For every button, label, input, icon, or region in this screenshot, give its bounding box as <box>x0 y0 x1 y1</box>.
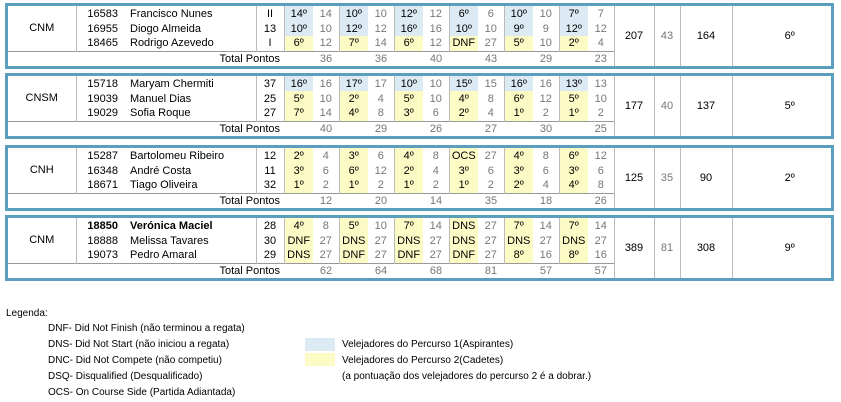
race-points: 12 <box>588 21 614 36</box>
total-spacer <box>284 51 313 66</box>
race-result: 7º <box>284 106 313 121</box>
race-result: 6º <box>284 36 313 51</box>
sailor-name: Verónica Maciel <box>126 218 256 233</box>
legend-item-dnc: DNC- Did Not Compete (não competiu) <box>48 355 222 366</box>
race-result: DNS <box>449 218 478 233</box>
race-points: 6 <box>313 163 339 178</box>
total-spacer <box>559 51 588 66</box>
race-points: 14 <box>588 218 614 233</box>
race-points: 10 <box>423 76 449 91</box>
race-total: 64 <box>368 263 394 278</box>
race-result: 6º <box>339 163 368 178</box>
race-points: 10 <box>533 36 559 51</box>
course1-label: Velejadores do Percurso 1(Aspirantes) <box>342 339 514 350</box>
total-label: Total Pontos <box>8 51 284 66</box>
total-sum: 125 <box>614 148 654 208</box>
race-result: DNF <box>284 233 313 248</box>
race-result: DNF <box>449 36 478 51</box>
team-rank: 5º <box>784 100 795 112</box>
race-points: 14 <box>423 218 449 233</box>
race-result: 4º <box>504 148 533 163</box>
race-points: 14 <box>533 218 559 233</box>
team-results-table <box>8 6 841 66</box>
sail-number: 19029 <box>87 107 118 120</box>
race-points: 10 <box>423 91 449 106</box>
sailor-class: 13 <box>256 21 284 36</box>
race-result: 2º <box>504 178 533 193</box>
race-points: 12 <box>533 91 559 106</box>
race-points: 10 <box>313 91 339 106</box>
team-block <box>5 3 834 69</box>
race-result: 5º <box>339 218 368 233</box>
sailor-class: 37 <box>256 76 284 91</box>
race-total: 40 <box>313 121 339 136</box>
sailor-name: André Costa <box>126 163 256 178</box>
total-spacer <box>559 193 588 208</box>
race-points: 10 <box>478 21 504 36</box>
race-points: 12 <box>368 163 394 178</box>
total-spacer <box>339 121 368 136</box>
race-points: 27 <box>478 36 504 51</box>
sailor-name: Bartolomeu Ribeiro <box>126 148 256 163</box>
race-points: 6 <box>478 6 504 21</box>
sailor-class: II <box>256 6 284 21</box>
race-points: 27 <box>368 233 394 248</box>
sailor-class: 11 <box>256 163 284 178</box>
race-points: 27 <box>368 248 394 263</box>
race-result: DNF <box>449 248 478 263</box>
race-result: 2º <box>559 36 588 51</box>
club-name: CNH <box>8 148 76 193</box>
race-points: 27 <box>423 248 449 263</box>
race-points: 8 <box>533 148 559 163</box>
team-results-table <box>8 148 841 208</box>
race-total: 57 <box>588 263 614 278</box>
discard-points: 40 <box>654 76 680 136</box>
total-spacer <box>394 263 423 278</box>
race-points: 4 <box>313 148 339 163</box>
race-result: DNS <box>559 233 588 248</box>
total-spacer <box>284 121 313 136</box>
race-result: 3º <box>339 148 368 163</box>
race-total: 35 <box>478 193 504 208</box>
race-points: 8 <box>368 106 394 121</box>
race-result: 5º <box>559 91 588 106</box>
sail-number: 19073 <box>87 249 118 262</box>
total-sum: 207 <box>614 6 654 66</box>
race-points: 8 <box>423 148 449 163</box>
race-points: 4 <box>423 163 449 178</box>
sailor-row <box>8 76 841 91</box>
race-points: 10 <box>588 91 614 106</box>
discard-points: 35 <box>654 148 680 208</box>
race-total: 62 <box>313 263 339 278</box>
race-points: 2 <box>423 178 449 193</box>
race-points: 12 <box>423 6 449 21</box>
sailor-class: 25 <box>256 91 284 106</box>
race-result: 9º <box>504 21 533 36</box>
sailor-row <box>8 6 841 21</box>
race-points: 10 <box>368 6 394 21</box>
race-result: 16º <box>284 76 313 91</box>
race-result: DNS <box>504 233 533 248</box>
club-name: CNM <box>8 6 76 51</box>
race-result: 3º <box>559 163 588 178</box>
race-points: 4 <box>368 91 394 106</box>
race-result: 10º <box>394 76 423 91</box>
race-points: 14 <box>368 36 394 51</box>
total-spacer <box>449 121 478 136</box>
legend-title: Legenda: <box>6 308 48 319</box>
team-results-table <box>8 218 841 278</box>
race-result: 3º <box>449 163 478 178</box>
race-total: 29 <box>368 121 394 136</box>
race-points: 14 <box>313 106 339 121</box>
race-total: 68 <box>423 263 449 278</box>
sailor-class: 30 <box>256 233 284 248</box>
total-spacer <box>504 51 533 66</box>
race-points: 4 <box>588 36 614 51</box>
race-total: 81 <box>478 263 504 278</box>
race-result: 7º <box>504 218 533 233</box>
sail-number: 15287 <box>87 149 118 162</box>
race-result: DNS <box>284 248 313 263</box>
sailor-name: Sofia Roque <box>126 106 256 121</box>
sailor-row <box>8 148 841 163</box>
race-points: 16 <box>533 248 559 263</box>
sail-number: 18465 <box>87 37 118 50</box>
total-spacer <box>284 263 313 278</box>
race-result: 1º <box>449 178 478 193</box>
race-result: 7º <box>394 218 423 233</box>
race-result: 4º <box>394 148 423 163</box>
sail-number: 18888 <box>87 234 118 247</box>
race-result: 17º <box>339 76 368 91</box>
sailor-class: 32 <box>256 178 284 193</box>
race-result: OCS <box>449 148 478 163</box>
race-result: DNS <box>394 233 423 248</box>
race-result: 10º <box>449 21 478 36</box>
race-result: 2º <box>339 91 368 106</box>
sailor-class: 29 <box>256 248 284 263</box>
total-spacer <box>504 121 533 136</box>
race-points: 16 <box>423 21 449 36</box>
race-points: 27 <box>478 233 504 248</box>
race-total: 18 <box>533 193 559 208</box>
race-points: 27 <box>478 248 504 263</box>
race-total: 40 <box>423 51 449 66</box>
race-result: DNS <box>339 233 368 248</box>
race-result: 1º <box>339 178 368 193</box>
course1-swatch <box>305 338 335 351</box>
sailor-class: 27 <box>256 106 284 121</box>
total-spacer <box>449 193 478 208</box>
race-total: 27 <box>478 121 504 136</box>
race-result: 16º <box>394 21 423 36</box>
legend-item-dsq: DSQ- Disqualified (Desqualificado) <box>48 371 203 382</box>
race-points: 2 <box>478 178 504 193</box>
club-name: CNM <box>8 218 76 263</box>
total-label: Total Pontos <box>8 121 284 136</box>
race-points: 27 <box>313 233 339 248</box>
race-result: 12º <box>339 21 368 36</box>
race-result: 12º <box>394 6 423 21</box>
team-rank: 6º <box>784 30 795 42</box>
sailor-name: Tiago Oliveira <box>126 178 256 193</box>
race-result: 4º <box>559 178 588 193</box>
race-result: 3º <box>394 106 423 121</box>
race-result: 6º <box>394 36 423 51</box>
race-points: 10 <box>368 218 394 233</box>
total-spacer <box>339 193 368 208</box>
race-total: 14 <box>423 193 449 208</box>
race-points: 16 <box>533 76 559 91</box>
race-points: 8 <box>588 178 614 193</box>
sail-number: 19039 <box>87 92 118 105</box>
race-result: 10º <box>504 6 533 21</box>
race-points: 10 <box>313 21 339 36</box>
race-result: 3º <box>284 163 313 178</box>
race-points: 12 <box>368 21 394 36</box>
race-result: 5º <box>284 91 313 106</box>
race-points: 12 <box>423 36 449 51</box>
race-points: 12 <box>313 36 339 51</box>
total-spacer <box>449 51 478 66</box>
sailor-name: Manuel Dias <box>126 91 256 106</box>
race-points: 2 <box>588 106 614 121</box>
total-sum: 389 <box>614 218 654 278</box>
total-spacer <box>339 51 368 66</box>
race-result: 6º <box>559 148 588 163</box>
race-points: 27 <box>478 218 504 233</box>
race-points: 15 <box>478 76 504 91</box>
course2-label: Velejadores do Percurso 2(Cadetes) <box>342 355 504 366</box>
race-points: 17 <box>368 76 394 91</box>
race-result: 12º <box>559 21 588 36</box>
sailor-name: Francisco Nunes <box>126 6 256 21</box>
total-sum: 177 <box>614 76 654 136</box>
race-result: 8º <box>504 248 533 263</box>
total-spacer <box>559 121 588 136</box>
team-rank: 9º <box>784 242 795 254</box>
race-result: 13º <box>559 76 588 91</box>
race-result: 2º <box>284 148 313 163</box>
net-points: 137 <box>680 76 732 136</box>
race-points: 6 <box>423 106 449 121</box>
race-points: 9 <box>533 21 559 36</box>
race-points: 6 <box>368 148 394 163</box>
race-total: 26 <box>588 193 614 208</box>
course2-swatch <box>305 353 335 366</box>
race-total: 26 <box>423 121 449 136</box>
race-result: 14º <box>284 6 313 21</box>
race-result: 1º <box>559 106 588 121</box>
team-block <box>5 145 834 211</box>
race-total: 30 <box>533 121 559 136</box>
race-points: 2 <box>533 106 559 121</box>
sail-number: 18850 <box>87 219 118 232</box>
sailor-class: I <box>256 36 284 51</box>
race-points: 27 <box>588 233 614 248</box>
race-result: DNF <box>339 248 368 263</box>
club-name: CNSM <box>8 76 76 121</box>
sailor-name: Rodrigo Azevedo <box>126 36 256 51</box>
race-points: 8 <box>478 91 504 106</box>
sailor-name: Maryam Chermiti <box>126 76 256 91</box>
race-points: 13 <box>588 76 614 91</box>
race-points: 2 <box>313 178 339 193</box>
race-points: 8 <box>313 218 339 233</box>
race-total: 43 <box>478 51 504 66</box>
sailor-class: 28 <box>256 218 284 233</box>
total-spacer <box>394 51 423 66</box>
race-points: 7 <box>588 6 614 21</box>
total-spacer <box>394 121 423 136</box>
race-points: 12 <box>588 148 614 163</box>
race-points: 27 <box>423 233 449 248</box>
team-block <box>5 73 834 139</box>
total-spacer <box>284 193 313 208</box>
legend-item-dnf: DNF- Did Not Finish (não terminou a regata) <box>48 323 245 334</box>
race-points: 16 <box>313 76 339 91</box>
race-points: 6 <box>533 163 559 178</box>
race-points: 4 <box>478 106 504 121</box>
discard-points: 81 <box>654 218 680 278</box>
total-spacer <box>504 193 533 208</box>
race-result: 6º <box>449 6 478 21</box>
race-result: 7º <box>559 218 588 233</box>
race-result: 4º <box>449 91 478 106</box>
race-points: 2 <box>368 178 394 193</box>
race-result: 7º <box>339 36 368 51</box>
race-points: 14 <box>313 6 339 21</box>
race-result: 6º <box>504 91 533 106</box>
sail-number: 18671 <box>87 179 118 192</box>
race-result: 8º <box>559 248 588 263</box>
race-points: 4 <box>533 178 559 193</box>
total-label: Total Pontos <box>8 263 284 278</box>
race-total: 23 <box>588 51 614 66</box>
race-result: 4º <box>284 218 313 233</box>
race-result: 10º <box>284 21 313 36</box>
race-points: 10 <box>533 6 559 21</box>
total-spacer <box>504 263 533 278</box>
race-points: 27 <box>478 148 504 163</box>
sailor-row <box>8 218 841 233</box>
race-result: 5º <box>394 91 423 106</box>
team-block <box>5 215 834 281</box>
race-result: 1º <box>504 106 533 121</box>
race-total: 36 <box>313 51 339 66</box>
race-total: 12 <box>313 193 339 208</box>
total-spacer <box>394 193 423 208</box>
total-spacer <box>449 263 478 278</box>
race-result: 4º <box>339 106 368 121</box>
total-label: Total Pontos <box>8 193 284 208</box>
net-points: 90 <box>680 148 732 208</box>
discard-points: 43 <box>654 6 680 66</box>
race-result: 15º <box>449 76 478 91</box>
race-result: 2º <box>449 106 478 121</box>
sailor-name: Melissa Tavares <box>126 233 256 248</box>
race-total: 20 <box>368 193 394 208</box>
sail-number: 15718 <box>87 77 118 90</box>
sail-number: 16955 <box>87 22 118 35</box>
total-spacer <box>339 263 368 278</box>
race-points: 27 <box>313 248 339 263</box>
race-result: 2º <box>394 163 423 178</box>
race-result: 10º <box>339 6 368 21</box>
race-result: DNF <box>394 248 423 263</box>
scoring-note: (a pontuação dos velejadores do percurso 2 é a dobrar.) <box>342 371 592 382</box>
race-result: 1º <box>284 178 313 193</box>
legend-item-ocs: OCS- On Course Side (Partida Adiantada) <box>48 387 236 398</box>
race-total: 25 <box>588 121 614 136</box>
race-result: 16º <box>504 76 533 91</box>
sailor-class: 12 <box>256 148 284 163</box>
race-total: 36 <box>368 51 394 66</box>
net-points: 308 <box>680 218 732 278</box>
race-points: 6 <box>588 163 614 178</box>
sailor-name: Diogo Almeida <box>126 21 256 36</box>
race-points: 27 <box>533 233 559 248</box>
sailor-name: Pedro Amaral <box>126 248 256 263</box>
team-rank: 2º <box>784 172 795 184</box>
race-result: 3º <box>504 163 533 178</box>
race-result: 5º <box>504 36 533 51</box>
net-points: 164 <box>680 6 732 66</box>
race-result: 7º <box>559 6 588 21</box>
race-result: 1º <box>394 178 423 193</box>
race-total: 29 <box>533 51 559 66</box>
race-total: 57 <box>533 263 559 278</box>
legend-item-dns: DNS- Did Not Start (não iniciou a regata) <box>48 339 230 350</box>
sail-number: 16348 <box>87 164 118 177</box>
team-results-table <box>8 76 841 136</box>
total-spacer <box>559 263 588 278</box>
race-result: DNS <box>449 233 478 248</box>
race-points: 16 <box>588 248 614 263</box>
sail-number: 16583 <box>87 7 118 20</box>
race-points: 6 <box>478 163 504 178</box>
